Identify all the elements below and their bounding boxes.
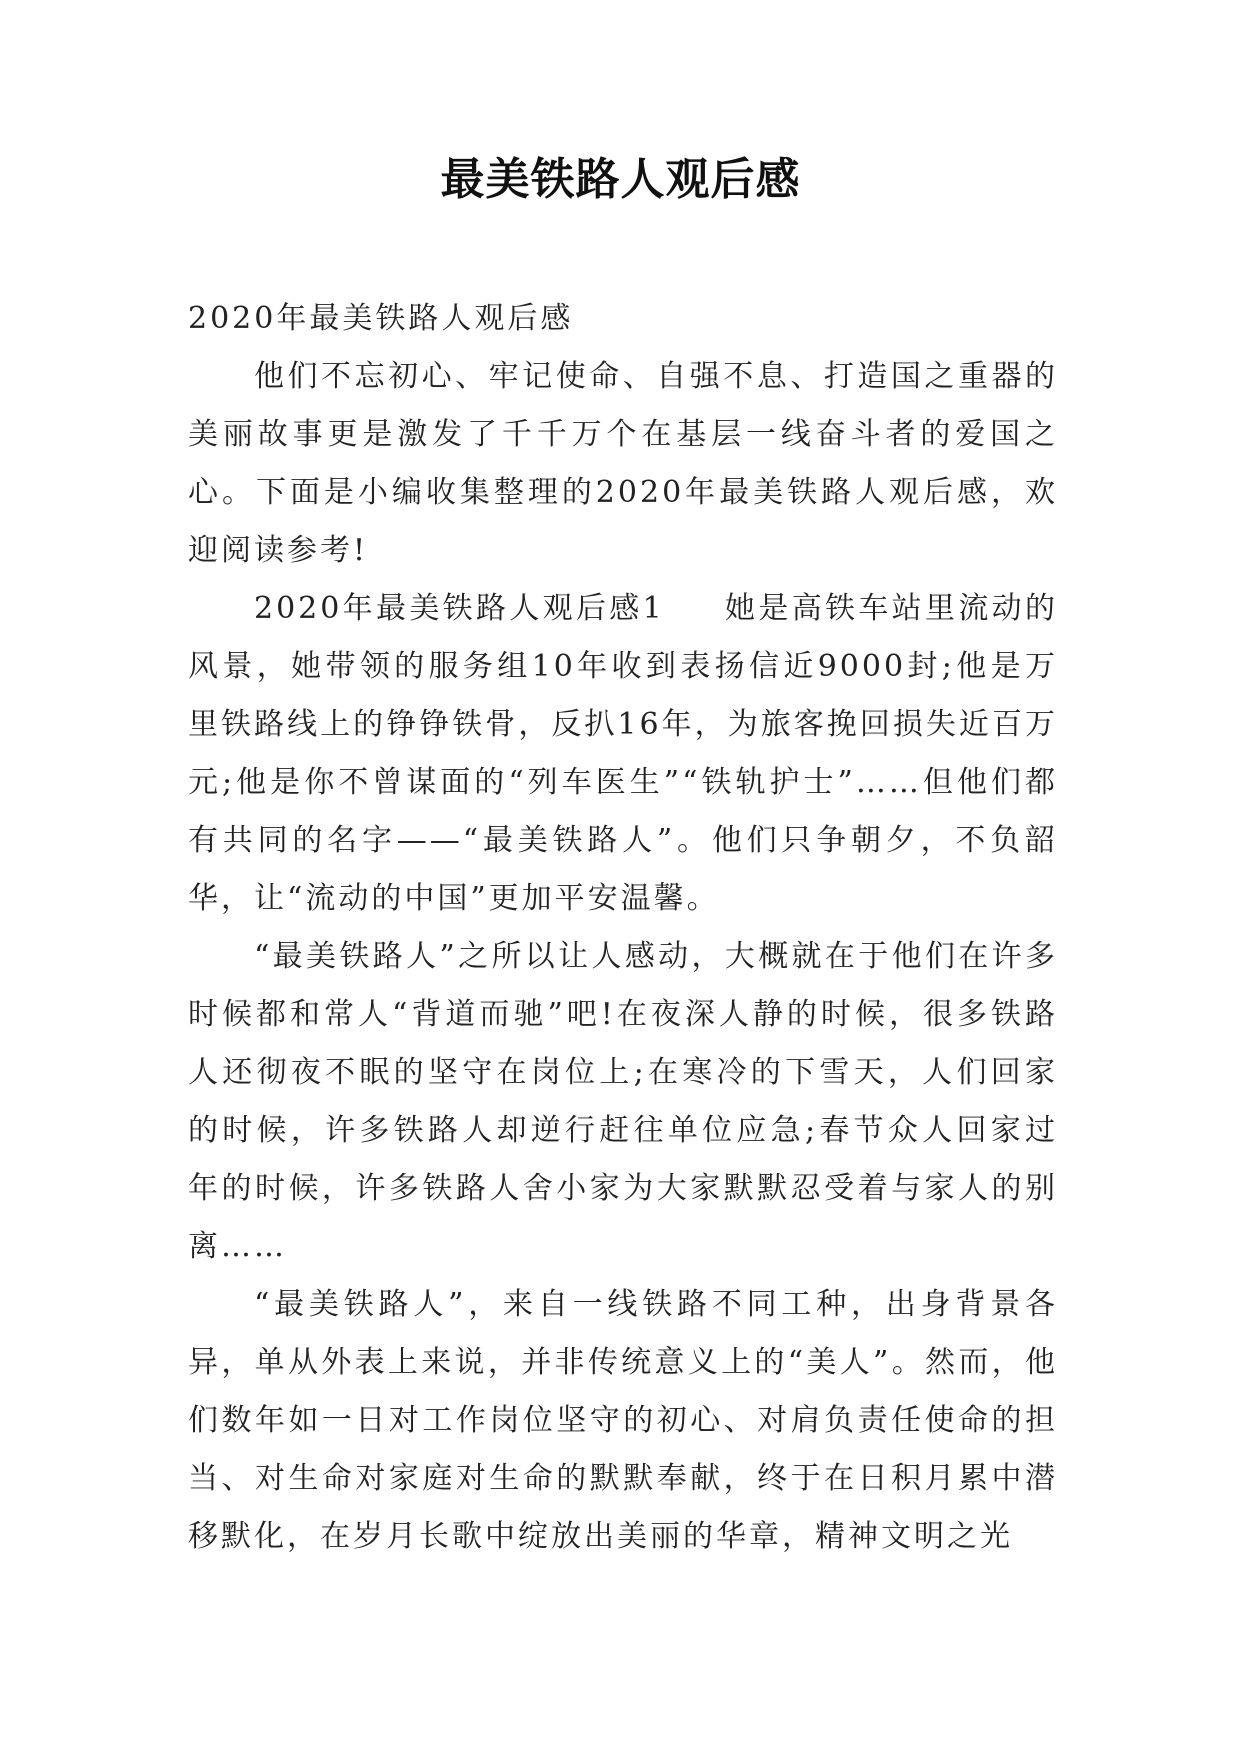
document-title: 最美铁路人观后感 [440, 154, 801, 205]
document-subtitle: 2020年最美铁路人观后感 [188, 301, 574, 336]
section1-text: 她是高铁车站里流动的风景，她带领的服务组10年收到表扬信近9000封;他是万里铁路线上的铮铮铁骨，反扒16年，为旅客挽回损失近百万元;他是你不曾谋面的“列车医生”“铁轨护士”……但他们都有共同的名字——“最美铁路人”。他们只争朝夕，不负韶华，让“流动的中国”更加平安温馨。 [188, 591, 1058, 916]
section1-heading: 2020年最美铁路人观后感1 [254, 591, 665, 626]
paragraph-intro: 他们不忘初心、牢记使命、自强不息、打造国之重器的美丽故事更是激发了千千万个在基层一线奋斗者的爱国之心。下面是小编收集整理的2020年最美铁路人观后感，欢迎阅读参考! [188, 359, 1058, 568]
paragraph-contrast: “最美铁路人”之所以让人感动，大概就在于他们在许多时候都和常人“背道而驰”吧!在夜深人静的时候，很多铁路人还彻夜不眠的坚守在岗位上;在寒冷的下雪天，人们回家的时候，许多铁路人却逆行赶往单位应急;春节众人回家过年的时候，许多铁路人舍小家为大家默默忍受着与家人的别离…… [188, 939, 1058, 1264]
document-body [188, 290, 1058, 1566]
paragraph-beauty: “最美铁路人”，来自一线铁路不同工种，出身背景各异，单从外表上来说，并非传统意义上的“美人”。然而，他们数年如一日对工作岗位坚守的初心、对肩负责任使命的担当、对生命对家庭对生命的默默奉献，终于在日积月累中潜移默化，在岁月长歌中绽放出美丽的华章，精神文明之光 [188, 1287, 1058, 1554]
paragraph-section1 [188, 580, 1058, 928]
